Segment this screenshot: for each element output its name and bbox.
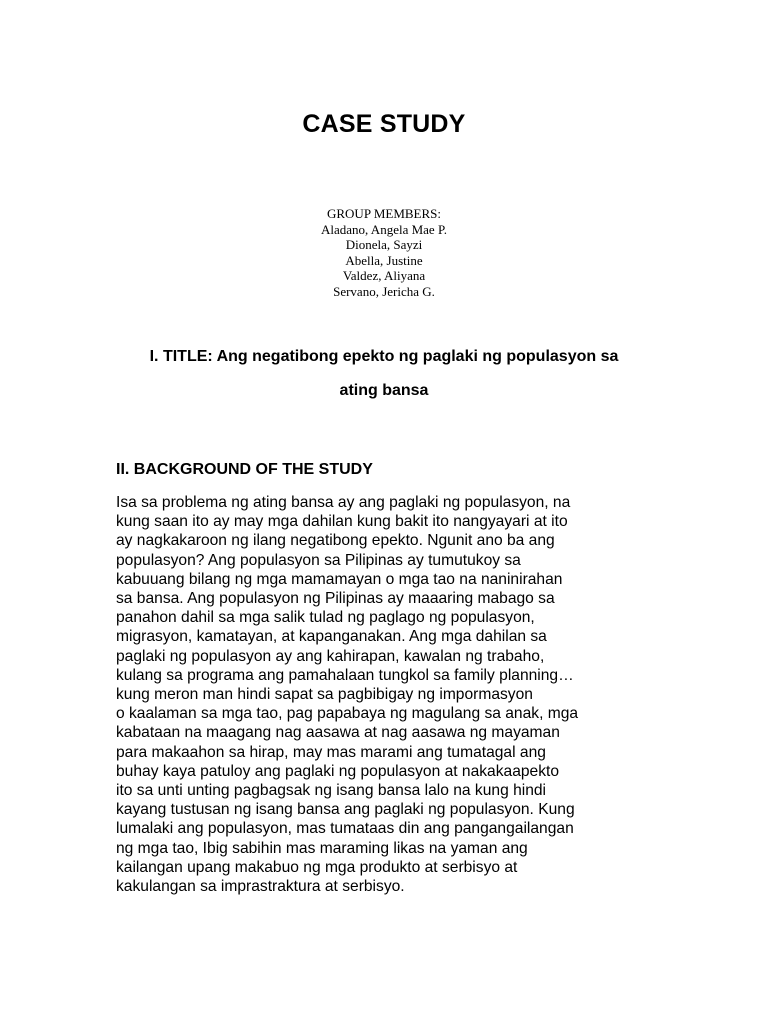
section-title-line-1 [0,340,768,374]
section-title-text-1: Ang negatibong epekto ng paglaki ng populasyon sa [216,348,619,365]
paragraph-line: Isa sa problema ng ating bansa ay ang paglaki ng populasyon, na [116,494,571,511]
paragraph-line: kulang sa programa ang pamahalaan tungkol sa family planning… [116,666,574,684]
member-name: Abella, Justine [345,252,423,268]
paragraph-line: ay nagkakaroon ng ilang negatibong epekto. Ngunit ano ba ang [116,532,555,550]
group-members-label: GROUP MEMBERS: [326,206,442,221]
paragraph-line: kabuuang bilang ng mga mamamayan o mga tao na naninirahan [116,570,563,588]
paragraph-line: buhay kaya patuloy ang paglaki ng populasyon at nakakaapekto [116,762,560,780]
group-members-list [0,206,768,300]
paragraph-line: ng mga tao, Ibig sabihin mas maraming likas na yaman ang [116,839,528,857]
paragraph-line: kayang tustusan ng isang bansa ang paglaki ng populasyon. Kung [116,801,575,819]
section-title-text-2: ating bansa [339,382,429,399]
paragraph-line: o kaalaman sa mga tao, pag papabaya ng magulang sa anak, mga [116,705,579,723]
paragraph-line: kakulangan sa imprastraktura at serbisyo. [116,878,405,896]
document-title: CASE STUDY [302,110,466,138]
paragraph-line: populasyon? Ang populasyon sa Pilipinas ay tumutukoy sa [116,551,521,569]
paragraph-line: ito sa unti unting pagbagsak ng isang bansa lalo na kung hindi [116,782,547,800]
paragraph-line: kailangan upang makabuo ng mga produkto at serbisyo at [116,858,518,876]
section-title [0,340,768,408]
background-heading: II. BACKGROUND OF THE STUDY [116,461,373,478]
member-name: Aladano, Angela Mae P. [320,221,447,237]
member-name: Valdez, Aliyana [342,268,426,284]
paragraph-line: kabataan na maagang nag aasawa at nag aasawa ng mayaman [116,724,560,742]
member-name: Dionela, Sayzi [345,237,423,253]
paragraph-line: kung saan ito ay may mga dahilan kung bakit ito nangyayari at ito [116,513,568,531]
member-name: Servano, Jericha G. [333,283,435,299]
background-paragraph [116,493,676,896]
paragraph-line: kung meron man hindi sapat sa pagbibigay ng impormasyon [116,686,533,704]
paragraph-line: para makaahon sa hirap, may mas marami ang tumatagal ang [116,743,546,761]
paragraph-line: paglaki ng populasyon ay ang kahirapan, kawalan ng trabaho, [116,647,545,665]
paragraph-line: panahon dahil sa mga salik tulad ng paglago ng populasyon, [116,609,535,627]
paragraph-line: sa bansa. Ang populasyon ng Pilipinas ay maaaring mabago sa [116,590,555,608]
section-title-prefix: I. TITLE: [149,348,213,365]
paragraph-line: lumalaki ang populasyon, mas tumataas din ang pangangailangan [116,820,574,838]
paragraph-line: migrasyon, kamatayan, at kapanganakan. Ang mga dahilan sa [116,628,547,646]
